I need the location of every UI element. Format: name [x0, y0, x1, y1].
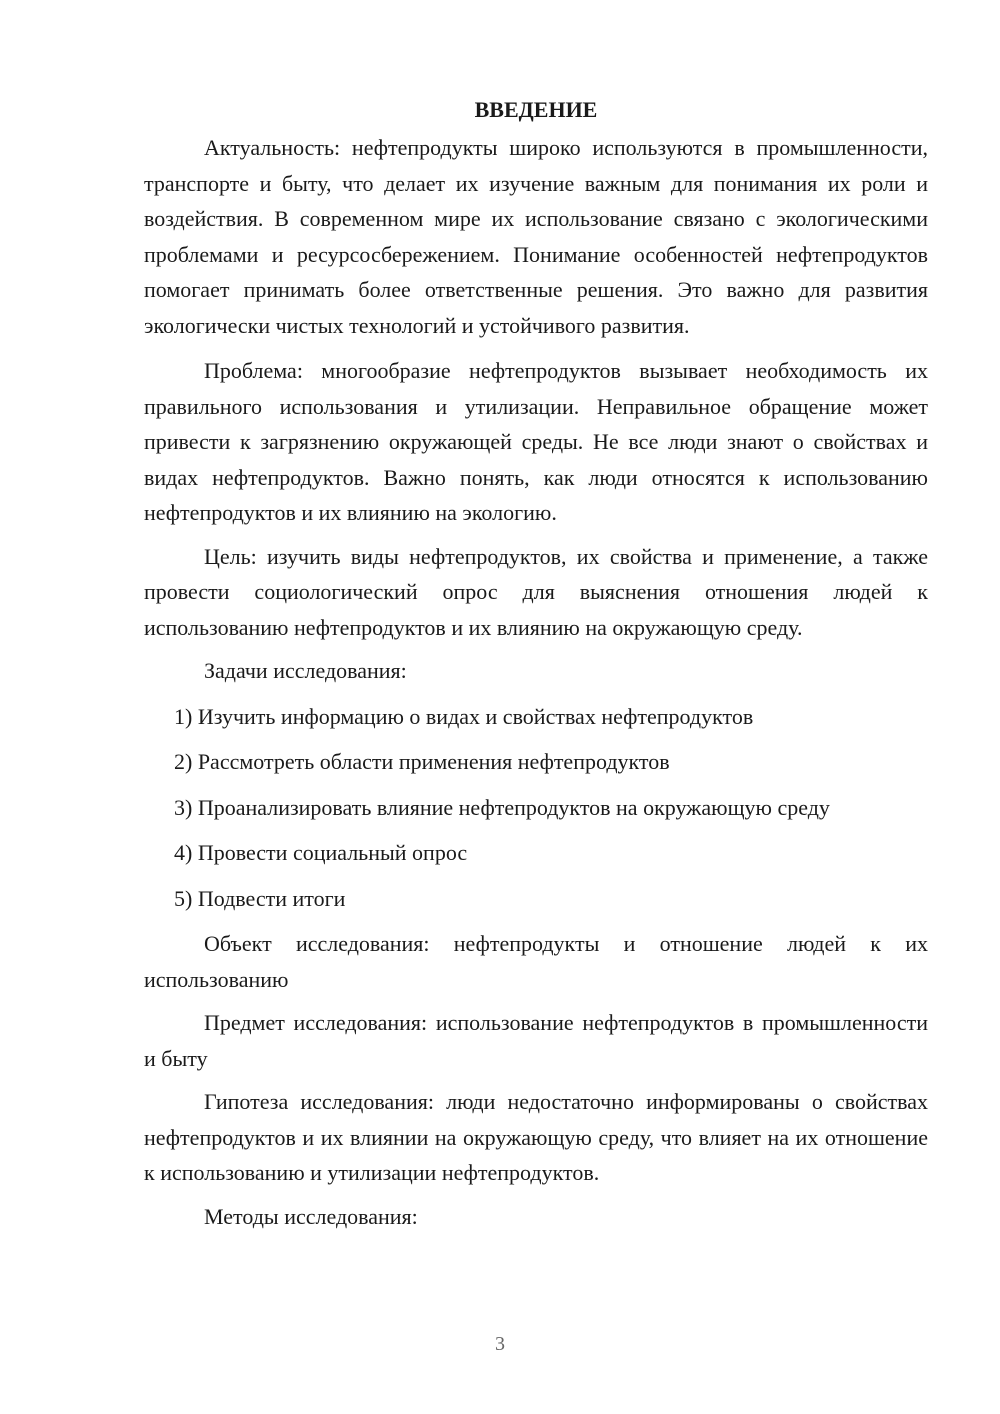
tasks-heading: Задачи исследования: — [204, 658, 407, 683]
paragraph-object: Объект исследования: нефтепродукты и отношение людей к их использованию — [144, 931, 928, 992]
list-item: 1) Изучить информацию о видах и свойствах нефтепродуктов — [174, 703, 754, 729]
list-item: 2) Рассмотреть области применения нефтепродуктов — [174, 749, 670, 774]
paragraph-goal: Цель: изучить виды нефтепродуктов, их свойства и применение, а также провести социологический опрос для выяснения отношения людей к использованию нефтепродуктов и их влиянию на окружающую среду. — [144, 543, 928, 640]
tasks-list — [144, 699, 928, 917]
document-page — [144, 92, 928, 1244]
paragraph-subject: Предмет исследования: использование нефтепродуктов в промышленности и быту — [144, 1010, 928, 1071]
methods-heading: Методы исследования: — [204, 1203, 418, 1229]
list-item: 4) Провести социальный опрос — [174, 840, 468, 865]
list-item: 3) Проанализировать влияние нефтепродуктов на окружающую среду — [174, 794, 830, 820]
paragraph-hypothesis: Гипотеза исследования: люди недостаточно информированы о свойствах нефтепродуктов и их влиянии на окружающую среду, что влияет на их отношение к использованию и утилизации нефтепродуктов. — [144, 1089, 928, 1185]
list-item: 5) Подвести итоги — [174, 885, 346, 911]
page-number: 3 — [495, 1333, 505, 1355]
paragraph-problem: Проблема: многообразие нефтепродуктов вызывает необходимость их правильного использования и утилизации. Неправильное обращение может привести к загрязнению окружающей среды. Не все люди знают о свойствах и видах нефтепродуктов. Важно понять, как люди относятся к использованию нефтепродуктов и их влиянию на экологию. — [144, 358, 928, 525]
paragraph-relevance: Актуальность: нефтепродукты широко используются в промышленности, транспорте и быту, что делает их изучение важным для понимания их роли и воздействия. В современном мире их использование связано с экологическими проблемами и ресурсосбережением. Понимание особенностей нефтепродуктов помогает принимать более ответственные решения. Это важно для развития экологически чистых технологий и устойчивого развития. — [144, 135, 928, 338]
page-title: ВВЕДЕНИЕ — [474, 97, 598, 122]
